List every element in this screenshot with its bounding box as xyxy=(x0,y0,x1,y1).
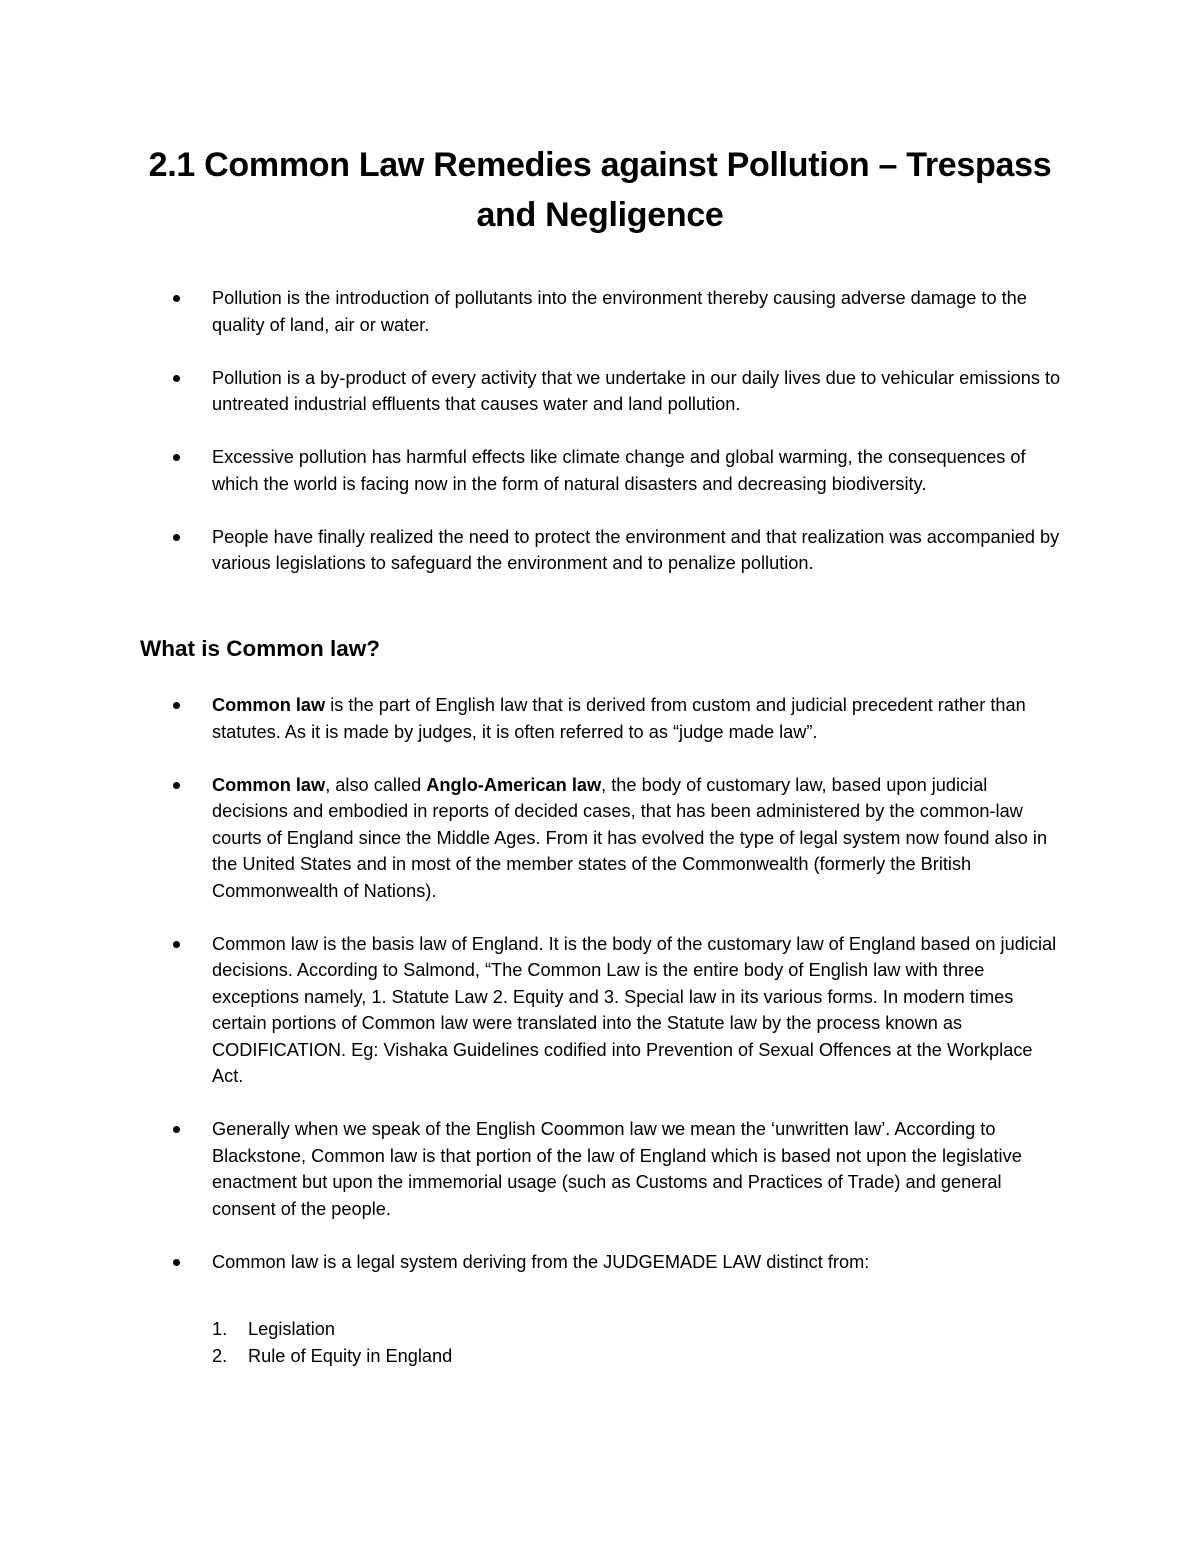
list-item xyxy=(140,1116,1065,1222)
list-item-text: Legislation xyxy=(248,1319,335,1339)
list-number: 1. xyxy=(212,1319,228,1339)
list-item xyxy=(140,444,1065,497)
bullet-text: , the body of customary law, based upon judicial decisions and embodied in reports of decided cases, that has been administered by the common-law courts of England since the Middle Ages. From it has evolved the type of legal system now found also in the United States and in most of the member states of the Commonwealth (formerly the British Commonwealth of Nations). xyxy=(212,774,1048,901)
list-item xyxy=(140,692,1065,745)
numbered-list xyxy=(212,1316,452,1370)
bullet-text: Pollution is a by-product of every activity that we undertake in our daily lives due to vehicular emissions to untreated industrial effluents that causes water and land pollution. xyxy=(212,367,1061,414)
numbered-list-item xyxy=(212,1316,452,1343)
list-item-text: Rule of Equity in England xyxy=(248,1346,453,1366)
bullet-icon xyxy=(173,375,180,382)
list-item xyxy=(140,772,1065,905)
bullet-text: is the part of English law that is derived from custom and judicial precedent rather than statutes. As it is made by judges, it is often referred to as “judge made law”. xyxy=(212,695,1026,742)
intro-bullet-list xyxy=(140,285,1065,603)
bullet-icon xyxy=(173,295,180,302)
list-item xyxy=(140,365,1065,418)
common-law-bullet-list xyxy=(140,692,1065,1302)
bullet-text: Common law is a legal system deriving from the JUDGEMADE LAW distinct from: xyxy=(212,1251,870,1272)
list-item xyxy=(140,931,1065,1090)
list-number: 2. xyxy=(212,1346,228,1366)
bullet-icon xyxy=(173,454,180,461)
bullet-icon xyxy=(173,534,180,541)
document-title: 2.1 Common Law Remedies against Pollution – Trespass and Negligence xyxy=(148,146,1052,234)
bold-term: Anglo-American law xyxy=(426,774,602,795)
list-item xyxy=(140,1249,1065,1276)
bullet-text: Common law is the basis law of England. It is the body of the customary law of England based on judicial decisions. According to Salmond, “The Common Law is the entire body of English law with three exceptions namely, 1. Statute Law 2. Equity and 3. Special law in its various forms. In modern times certain portions of Common law were translated into the Statute law by the process known as CODIFICATION. Eg: Vishaka Guidelines codified into Prevention of Sexual Offences at the Workplace Act. xyxy=(212,933,1057,1086)
bullet-text: Generally when we speak of the English Coommon law we mean the ‘unwritten law’. According to Blackstone, Common law is that portion of the law of England which is based not upon the legislative enactment but upon the immemorial usage (such as Customs and Practices of Trade) and general consent of the people. xyxy=(212,1119,1022,1219)
list-item xyxy=(140,524,1065,577)
bullet-text: Pollution is the introduction of pollutants into the environment thereby causing adverse damage to the quality of land, air or water. xyxy=(212,288,1027,335)
bullet-icon xyxy=(173,782,180,789)
bold-term: Common law xyxy=(212,774,326,795)
bullet-icon xyxy=(173,941,180,948)
section-heading: What is Common law? xyxy=(140,636,381,661)
bullet-text: , also called xyxy=(325,774,427,795)
bold-term: Common law xyxy=(212,695,326,715)
bullet-text: Excessive pollution has harmful effects like climate change and global warming, the consequences of which the world is facing now in the form of natural disasters and decreasing biodiversity. xyxy=(212,447,1026,494)
bullet-text: People have finally realized the need to protect the environment and that realization was accompanied by various legislations to safeguard the environment and to penalize pollution. xyxy=(212,526,1060,573)
list-item xyxy=(140,285,1065,338)
bullet-icon xyxy=(173,1259,180,1266)
bullet-icon xyxy=(173,702,180,709)
bullet-icon xyxy=(173,1126,180,1133)
numbered-list-item xyxy=(212,1343,452,1370)
